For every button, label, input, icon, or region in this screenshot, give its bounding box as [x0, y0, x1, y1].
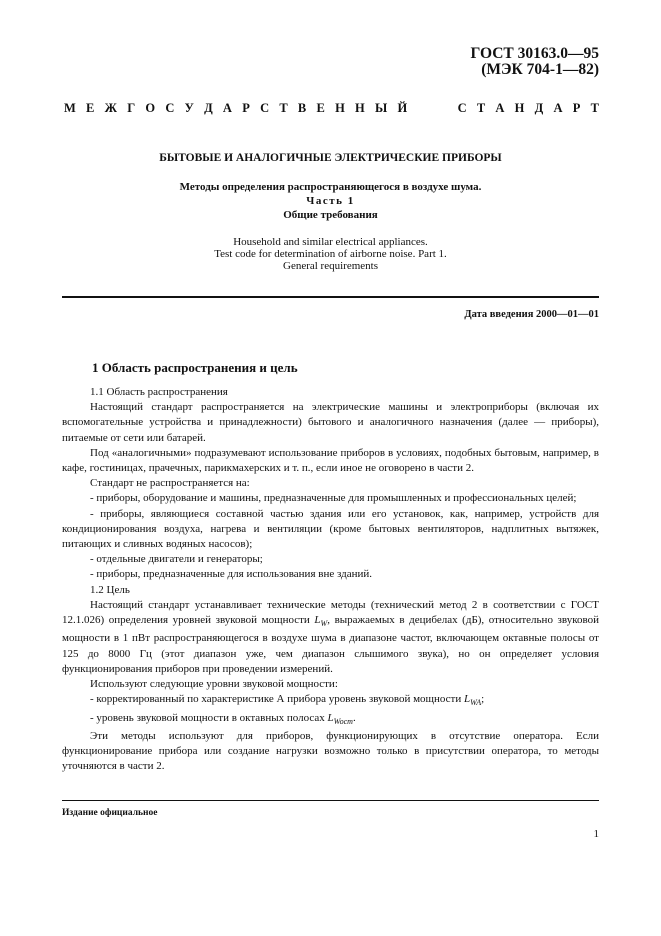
- list-item: - уровень звуковой мощности в октавных полосах $L_{Wocт}$.: [90, 711, 356, 726]
- banner-letter: Ж: [104, 101, 117, 115]
- title-en-line1: Household and similar electrical appliances.: [233, 236, 428, 248]
- list-item: - отдельные двигатели и генераторы;: [90, 553, 263, 566]
- paragraph: Используют следующие уровни звуковой мощности:: [90, 678, 338, 691]
- paragraph: Настоящий стандарт распространяется на электрические машины и электроприборы (включая их вспомогательные устройства и принадлежности) бытового и аналогичного назначения (далее — приборы), питаемые от сети или батарей.: [62, 401, 599, 444]
- paragraph-1-1: 1.1 Область распространения: [90, 386, 228, 398]
- banner-letter: С: [165, 101, 175, 115]
- banner-letter: Е: [86, 101, 95, 115]
- title-divider: [62, 296, 599, 298]
- banner-letter: Г: [127, 101, 136, 115]
- banner-letter: Е: [316, 101, 325, 115]
- banner-letter: А: [553, 101, 563, 115]
- banner-letter: Т: [279, 101, 288, 115]
- introduction-date: Дата введения 2000—01—01: [464, 309, 599, 320]
- title-en-line2: Test code for determination of airborne noise. Part 1.: [214, 248, 447, 260]
- subtitle-part: Часть 1: [306, 195, 355, 207]
- list-item: - приборы, являющиеся составной частью здания или его установок, как, например, устройств для кондиционирования воздуха, нагрева и вентиляции (кроме бытовых вентиляторов, надплитных вытяжек, питающих и сливных водяных насосов);: [62, 507, 599, 551]
- paragraph: Эти методы используют для приборов, функционирующих в отсутствие оператора. Если функционирование прибора или создание нагрузки возможно только в присутствии оператора, то методы уточняются в части 2.: [62, 730, 599, 773]
- paragraph: Настоящий стандарт устанавливает технические методы (технический метод 2 в соответствии с ГОСТ 12.1.026) определения уровней звуковой мощности $L_W$, выражаемых в децибелах (дБ), относительно звуковой мощности в 1 пВт распространяющегося в воздухе шума в диапазоне частот, включающем октавные полосы от 125 до 8000 Гц (этот диапазон уже, чем диапазон слышимого звука), но он определяет условия функционирования приборов при проведении измерений.: [62, 598, 599, 675]
- banner-letter: С: [260, 101, 270, 115]
- banner-letter: Й: [397, 101, 408, 115]
- list-item: - приборы, оборудование и машины, предназначенные для промышленных и профессиональных целей;: [90, 492, 577, 505]
- banner-letter: Ы: [375, 101, 388, 115]
- title-en-line3: General requirements: [283, 260, 378, 272]
- symbol-lw: $L_W$: [314, 614, 328, 629]
- document-title-ru: БЫТОВЫЕ И АНАЛОГИЧНЫЕ ЭЛЕКТРИЧЕСКИЕ ПРИБОРЫ: [159, 152, 502, 164]
- banner-letter: Д: [534, 101, 544, 115]
- banner-letter: Р: [572, 101, 581, 115]
- banner-letter: Н: [355, 101, 365, 115]
- subtitle-part-title: Общие требования: [283, 209, 378, 221]
- section-heading: 1 Область распространения и цель: [92, 360, 298, 375]
- paragraph: Под «аналогичными» подразумевают использование приборов в условиях, подобных бытовым, например, в кафе, гостиницах, прачечных, парикмахерских и т. п., если иное не оговорено в части 2.: [62, 446, 599, 475]
- banner-letter: Н: [335, 101, 345, 115]
- symbol-lwa: $L_{WA}$: [464, 693, 482, 708]
- document-subtitle-ru: [62, 180, 599, 222]
- interstate-standard-banner: [64, 101, 599, 116]
- list-item: - приборы, предназначенные для использования вне зданий.: [90, 568, 373, 581]
- banner-letter: С: [457, 101, 467, 115]
- standard-code-gost: ГОСТ 30163.0—95: [470, 45, 599, 62]
- banner-letter: [444, 101, 447, 116]
- edition-label: Издание официальное: [62, 808, 158, 818]
- banner-letter: [417, 101, 420, 116]
- banner-letter: А: [495, 101, 505, 115]
- section-body: [62, 385, 599, 775]
- banner-letter: Д: [204, 101, 213, 115]
- paragraph-1-2: 1.2 Цель: [90, 583, 130, 596]
- symbol-lwoct: $L_{Wocт}$: [327, 711, 353, 726]
- banner-letter: А: [222, 101, 232, 115]
- paragraph: Стандарт не распространяется на:: [90, 477, 250, 490]
- banner-letter: Т: [476, 101, 486, 115]
- list-item: - корректированный по характеристике А прибора уровень звуковой мощности $L_{WA}$;: [90, 693, 485, 708]
- banner-letter: У: [184, 101, 194, 115]
- footer-divider: [62, 800, 599, 801]
- banner-letter: Р: [242, 101, 250, 115]
- banner-letter: Т: [590, 101, 599, 115]
- standard-code-iec: (МЭК 704-1—82): [481, 61, 599, 78]
- banner-letter: Н: [514, 101, 525, 115]
- subtitle-methods: Методы определения распространяющегося в воздухе шума.: [179, 181, 482, 193]
- document-title-en: [62, 236, 599, 272]
- banner-letter: О: [145, 101, 156, 115]
- standard-code: [470, 46, 599, 78]
- page-number: 1: [593, 828, 599, 840]
- banner-letter: М: [64, 101, 76, 115]
- banner-letter: [431, 101, 434, 116]
- banner-letter: В: [297, 101, 307, 115]
